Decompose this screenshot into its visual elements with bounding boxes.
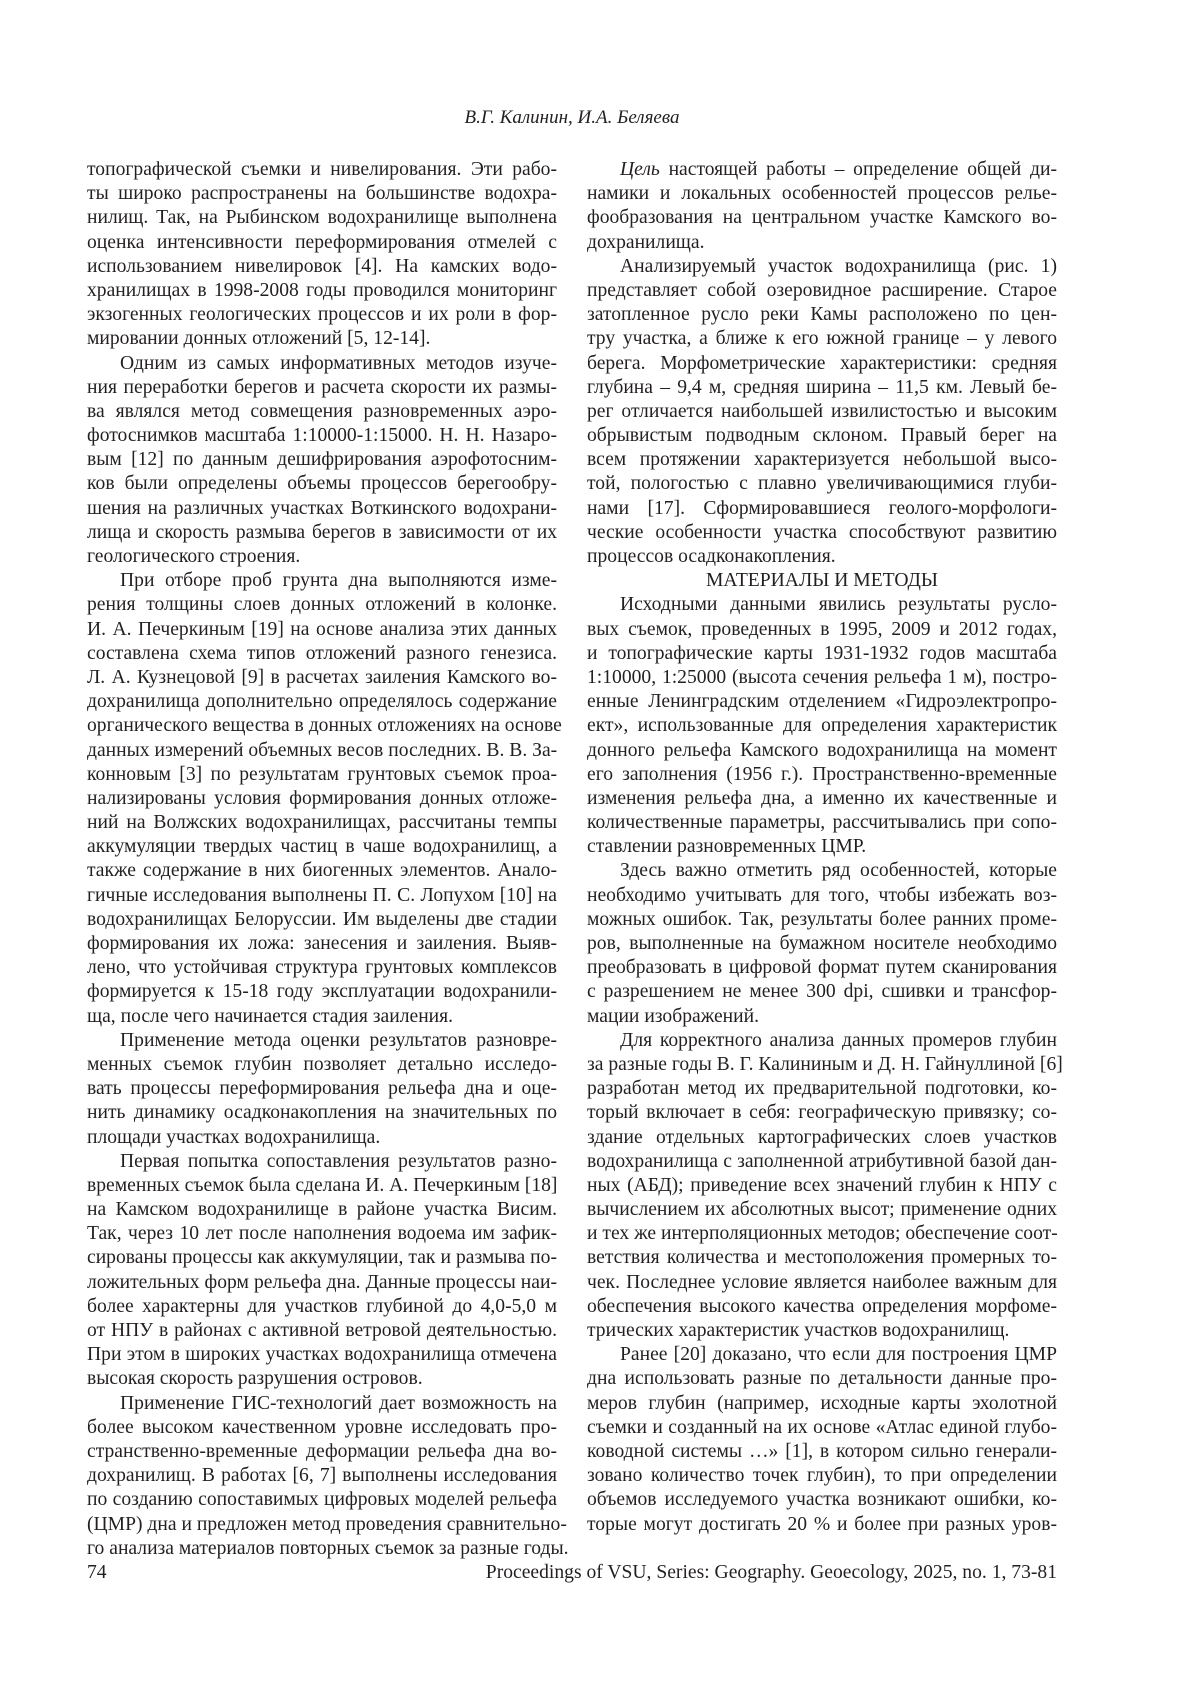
text-line: процессов осадконакопления. [587, 546, 836, 567]
text-line: за разные годы В. Г. Калининым и Д. Н. Гайнуллиной [6] [587, 1053, 1063, 1075]
text-line: ководной системы …» [1], в котором сильно генерали- [587, 1440, 1057, 1462]
text-line: дохранилища. [587, 231, 705, 253]
text-line: составлена схема типов отложений разного генезиса. [87, 642, 557, 664]
text-line: меров глубин (например, исходные карты эхолотной [587, 1392, 1057, 1414]
text-line: донного рельефа Камского водохранилища на момент [587, 739, 1057, 761]
left-text-column [87, 158, 569, 1561]
text-line: необходимо учитывать для того, чтобы избежать воз- [587, 884, 1057, 906]
text-line: сированы процессы как аккумуляции, так и размыва по- [87, 1247, 557, 1269]
text-line: экзогенных геологических процессов и их роли в фор- [87, 304, 557, 326]
journal-citation: Proceedings of VSU, Series: Geography. Geoecology, 2025, no. 1, 73-81 [485, 1562, 1057, 1583]
text-line: топографической съемки и нивелирования. Эти рабо- [87, 159, 557, 180]
text-line: ты широко распространены на большинстве водохра- [87, 183, 557, 205]
paragraph [587, 593, 1057, 859]
paragraph [87, 1150, 557, 1392]
text-line: ща, после чего начинается стадия заиления. [87, 1005, 454, 1027]
text-line: по созданию сопоставимых цифровых моделей рельефа [87, 1489, 557, 1511]
text-line: также содержание в них биогенных элементов. Анало- [87, 860, 557, 882]
text-line: хранилищах в 1998-2008 годы проводился мониторинг [87, 279, 557, 301]
text-line: использованием нивелировок [4]. На камских водо- [87, 255, 557, 277]
text-line-rest: настоящей работы – определение общей ди- [659, 159, 1057, 180]
paragraph [587, 1343, 1057, 1537]
text-line: ва являлся метод совмещения разновременных аэро- [87, 400, 557, 422]
text-line: И. А. Печеркиным [19] на основе анализа этих данных [87, 618, 557, 640]
text-line: Применение ГИС-технологий дает возможность на [120, 1392, 557, 1414]
text-line: нализированы условия формирования донных отложе- [87, 787, 557, 809]
text-line: всем протяжении характеризуется небольшой высо- [587, 449, 1057, 471]
text-line: вых съемок, проведенных в 1995, 2009 и 2012 годах, [587, 618, 1057, 640]
text-line: Исходными данными явились результаты русло- [620, 594, 1057, 616]
text-line: При этом в широких участках водохранилища отмечена [87, 1344, 557, 1366]
text-line: съемки и созданный на их основе «Атлас единой глубо- [587, 1416, 1057, 1438]
text-line: Л. А. Кузнецовой [9] в расчетах заиления Камского во- [87, 666, 557, 688]
text-line: формируется к 15-18 году эксплуатации водохранили- [87, 981, 557, 1003]
text-line: высокая скорость разрушения островов. [87, 1368, 423, 1390]
text-line: органического вещества в донных отложениях на основе [87, 715, 562, 737]
text-line: рег отличается наибольшей извилистостью и высоким [587, 400, 1057, 422]
paragraph [87, 1392, 569, 1561]
text-line: 1:10000, 1:25000 (высота сечения рельефа 1 м), постро- [587, 666, 1057, 688]
text-line: Для корректного анализа данных промеров глубин [620, 1029, 1057, 1051]
text-line: гичные исследования выполнены П. С. Лопухом [10] на [87, 884, 557, 906]
text-line: более характерны для участков глубиной до 4,0-5,0 м [87, 1295, 557, 1317]
paragraph [87, 1029, 557, 1150]
text-line: представляет собой озеровидное расширение. Старое [587, 279, 1057, 301]
text-line: с разрешением не менее 300 dpi, сшивки и трансфор- [587, 981, 1057, 1003]
text-line: изменения рельефа дна, а именно их качественные и [587, 787, 1057, 809]
text-line: аккумуляции твердых частиц в чаше водохранилищ, а [87, 836, 557, 858]
text-line: конновым [3] по результатам грунтовых съемок проа- [87, 763, 557, 785]
text-line: нилищ. Так, на Рыбинском водохранилище выполнена [87, 207, 557, 229]
text-line: странственно-временные деформации рельефа дна во- [87, 1440, 557, 1462]
text-line: Первая попытка сопоставления результатов разно- [120, 1150, 557, 1172]
text-line: данных измерений объемных весов последних. В. В. За- [87, 739, 558, 761]
text-line: и тех же интерполяционных методов; обеспечение соот- [587, 1223, 1058, 1245]
text-line: ект», использованные для определения характеристик [587, 715, 1057, 737]
paragraph [87, 352, 557, 570]
text-line: фотоснимков масштаба 1:10000-1:15000. Н. Н. Назаро- [87, 425, 557, 447]
text-line: торые могут достигать 20 % и более при разных уров- [587, 1513, 1057, 1535]
text-line: вычислением их абсолютных высот; применение одних [587, 1199, 1057, 1221]
text-line: лено, что устойчивая структура грунтовых комплексов [87, 957, 557, 979]
text-line: тру участка, а ближе к его южной границе – у левого [587, 328, 1057, 350]
text-line: го анализа материалов повторных съемок за разные годы. [87, 1537, 569, 1559]
section-heading: МАТЕРИАЛЫ И МЕТОДЫ [705, 570, 939, 592]
text-line: от НПУ в районах с активной ветровой деятельностью. [87, 1320, 557, 1341]
text-line: более высоком качественном уровне исследовать про- [87, 1416, 557, 1438]
text-line: вым [12] по данным дешифрирования аэрофотосним- [87, 449, 557, 471]
text-line: енные Ленинградским отделением «Гидроэлектропро- [587, 691, 1057, 713]
text-line: его заполнения (1956 г.). Пространственно-временные [587, 763, 1057, 785]
text-line: можных ошибок. Так, результаты более ранних проме- [587, 908, 1057, 930]
text-line: Ранее [20] доказано, что если для построения ЦМР [620, 1344, 1057, 1366]
text-line: берега. Морфометрические характеристики: средняя [587, 352, 1057, 374]
text-line: обрывистым подводным склоном. Правый берег на [587, 425, 1057, 447]
text-line: дохранилища дополнительно определялось содержание [87, 691, 557, 713]
text-line: дна использовать разные по детальности данные про- [587, 1368, 1057, 1390]
text-line: и топографические карты 1931-1932 годов масштаба [587, 642, 1057, 664]
text-line: лища и скорость размыва берегов в зависимости от их [87, 521, 557, 543]
text-line: той, пологостью с плавно увеличивающимися глуби- [587, 473, 1057, 495]
italic-lead-word: Цель [620, 159, 660, 180]
paragraph [87, 158, 557, 352]
text-line: ческие особенности участка способствуют развитию [587, 521, 1057, 543]
text-line: шения на различных участках Воткинского водохрани- [87, 497, 557, 519]
text-line: зовано количество точек глубин), то при определении [587, 1465, 1057, 1487]
text-line [587, 158, 1057, 182]
text-line: ний на Волжских водохранилищах, рассчитаны темпы [87, 812, 557, 834]
paragraph [87, 569, 562, 1029]
text-line: оценка интенсивности переформирования отмелей с [87, 231, 557, 253]
page-number: 74 [87, 1562, 107, 1583]
paragraph [587, 859, 1057, 1028]
text-line: объемов исследуемого участка возникают ошибки, ко- [587, 1489, 1057, 1511]
text-line: менных съемок глубин позволяет детально исследо- [87, 1053, 557, 1075]
text-line: ров, выполненные на бумажном носителе необходимо [587, 933, 1057, 954]
text-line: чек. Последнее условие является наиболее важным для [587, 1271, 1057, 1293]
text-line: преобразовать в цифровой формат путем сканирования [587, 957, 1057, 979]
text-line: разработан метод их предварительной подготовки, ко- [587, 1078, 1057, 1100]
text-line: Применение метода оценки результатов разновре- [120, 1029, 557, 1051]
text-line: водохранилищах Белоруссии. Им выделены две стадии [87, 908, 557, 930]
paragraph [587, 255, 1057, 569]
right-text-column [587, 158, 1063, 1537]
running-head-authors: В.Г. Калинин, И.А. Беляева [464, 107, 680, 128]
text-line: рения толщины слоев донных отложений в колонке. [87, 594, 557, 616]
text-line: вать процессы переформирования рельефа дна и оце- [87, 1078, 557, 1100]
text-line: фообразования на центральном участке Камского во- [587, 207, 1057, 229]
text-line: торый включает в себя: географическую привязку; со- [587, 1102, 1057, 1124]
text-line: водохранилища с заполненной атрибутивной базой дан- [587, 1150, 1057, 1172]
text-line: ставлении разновременных ЦМР. [587, 836, 867, 858]
text-line: трических характеристик участков водохранилищ. [587, 1320, 1010, 1341]
text-line: нить динамику осадконакопления на значительных по [87, 1102, 557, 1124]
text-line: геологического строения. [87, 546, 301, 567]
text-line: Анализируемый участок водохранилища (рис. 1) [620, 255, 1057, 277]
text-line: намики и локальных особенностей процессов релье- [587, 183, 1057, 205]
text-line: ков были определены объемы процессов берегообру- [87, 473, 557, 495]
text-line: ложительных форм рельефа дна. Данные процессы наи- [87, 1271, 557, 1293]
text-line: здание отдельных картографических слоев участков [587, 1126, 1057, 1148]
text-line: (ЦМР) дна и предложен метод проведения сравнительно- [87, 1513, 567, 1535]
text-line: затопленное русло реки Камы расположено по цен- [587, 304, 1057, 326]
text-line: обеспечения высокого качества определения морфоме- [587, 1295, 1057, 1317]
text-line: ных (АБД); приведение всех значений глубин к НПУ с [587, 1174, 1057, 1196]
text-line: При отборе проб грунта дна выполняются изме- [120, 570, 557, 592]
text-line: количественные параметры, рассчитывались при сопо- [587, 812, 1057, 834]
text-line: ветствия количества и местоположения промерных то- [587, 1247, 1057, 1269]
text-line: мировании донных отложений [5, 12-14]. [87, 328, 431, 350]
text-line: формирования их ложа: занесения и заиления. Выяв- [87, 933, 557, 954]
text-line: ния переработки берегов и расчета скорости их размы- [87, 376, 557, 398]
text-line: нами [17]. Сформировавшиеся геолого-морфологи- [587, 497, 1057, 519]
paragraph [587, 158, 1057, 255]
text-line: дохранилищ. В работах [6, 7] выполнены исследования [87, 1465, 557, 1487]
text-line: площади участках водохранилища. [87, 1126, 381, 1148]
text-line: на Камском водохранилище в районе участка Висим. [87, 1199, 557, 1221]
text-line: Здесь важно отметить ряд особенностей, которые [620, 860, 1057, 882]
text-line: мации изображений. [587, 1005, 760, 1027]
text-line: Одним из самых информативных методов изуче- [120, 352, 557, 374]
text-line: Так, через 10 лет после наполнения водоема им зафик- [87, 1223, 557, 1245]
text-line: временных съемок была сделана И. А. Печеркиным [18] [87, 1174, 558, 1196]
text-line: глубина – 9,4 м, средняя ширина – 11,5 км. Левый бе- [587, 376, 1057, 398]
paragraph [587, 1029, 1063, 1343]
